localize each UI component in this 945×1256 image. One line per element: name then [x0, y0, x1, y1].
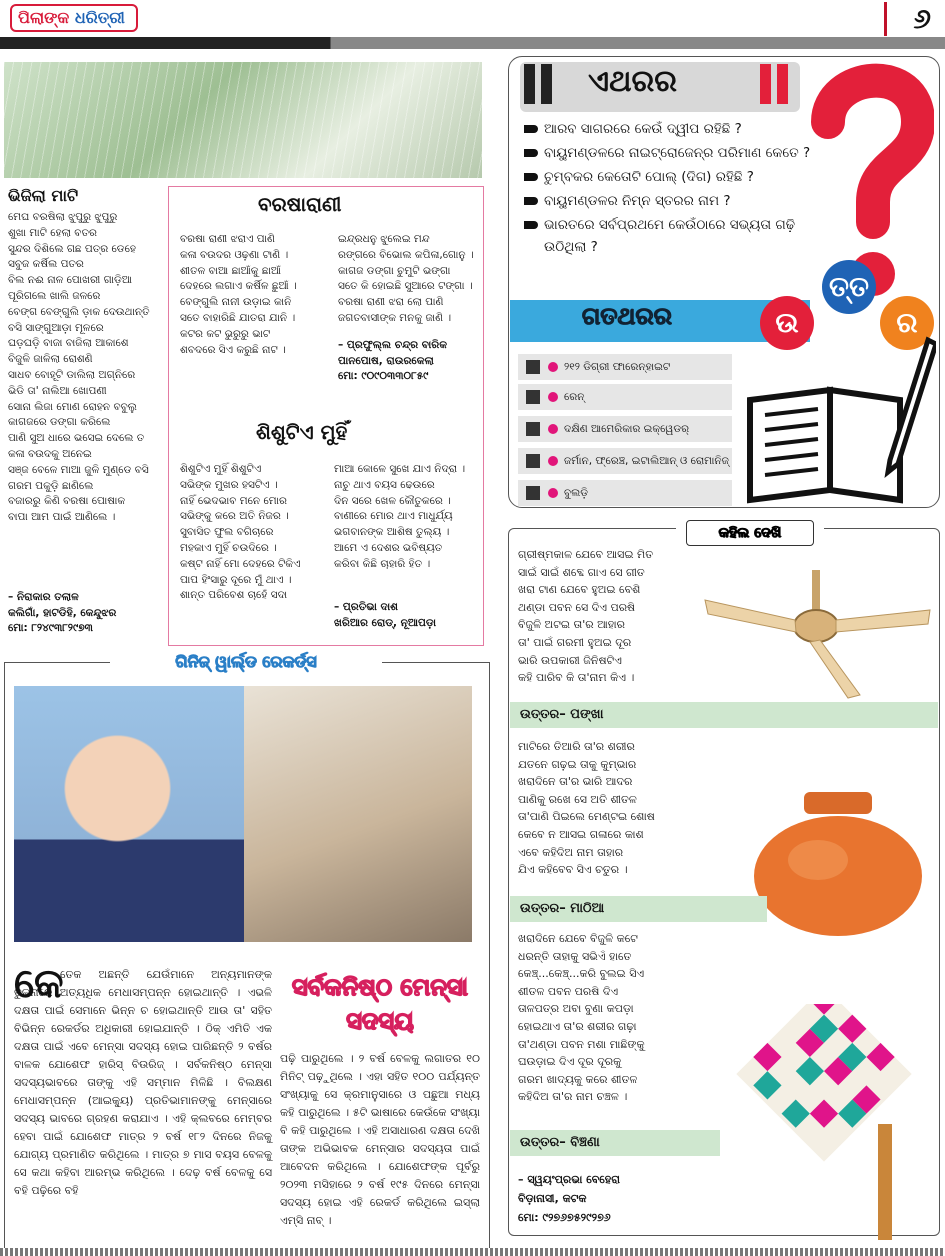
page-number: ୬ [913, 2, 931, 35]
brand-part-a: ପିଲାଙ୍କ [18, 8, 70, 27]
rain-leaves-photo [4, 62, 482, 178]
poem-title-shishutie: ଶିଶୁଟିଏ ମୁହିଁ [256, 420, 348, 444]
answer-text: ରେନ୍ [564, 391, 585, 403]
quiz-question: ଆରବ ସାଗରରେ କେଉଁ ଦ୍ୱୀପ ରହିଛି ? [522, 118, 822, 140]
uttar-circle-2: ତ୍ତ [822, 260, 876, 314]
answer-text: ଦକ୍ଷିଣ ଆମେରିକାର ଇକ୍ୱେଡର୍ [564, 423, 690, 435]
riddle-answer-2: ଉତ୍ତର– ମାଠିଆ [510, 896, 938, 922]
answer-row [518, 448, 732, 474]
riddle-3: ଖରାଦିନେ ଯେବେ ବିଜୁଳି କଟେ ଧରନ୍ତି ତାହାକୁ ସଭିଏଁ ହାତେ କେଞ୍ଚ୍...କେଞ୍ଚ୍...କରି ବୁଲଇ ସିଏ ଶୀତଳ ପବନ ପରଷି ଦିଏ ତାଳପତ୍ର ଅବା ବୁଣା କପଡ଼ା ହୋଇଥାଏ ତା'ର ଶରୀର ଗଢ଼ା ତା'ଥଣ୍ଡା ପବନ ମଶା ମାଛିଙ୍କୁ ଘଉଡ଼ାଇ ଦିଏ ଦୂର ଦୂରକୁ ଗରମ ଖାଦ୍ୟକୁ କରେ ଶୀତଳ କହିଦିଅ ତା'ର ନାମ ଚଞ୍ଚଳ । [518, 932, 645, 1104]
poem-shishu-col1: ଶିଶୁଟିଏ ମୁହିଁ ଶିଶୁଟିଏ ସଭିଙ୍କ ମୁଖର ହସଟିଏ । ନାହିଁ ଭେଦଭାବ ମନେ ମୋର ସଭିଙ୍କୁ କରେ ଅତି ନିଜର । ସୁବାସିତ ଫୁଲ ବଗିଚାରେ ମହକାଏ ମୁହିଁ ଚଉଦିରେ । କଷ୍ଟ ନାହିଁ ମୋ ଦେହରେ ଟିକିଏ ପାପ ହିଂସାରୁ ଦୂରେ ମୁଁ ଥାଏ । ଶାନ୍ତ ପରିବେଶ ଚାହେଁ ସଦା [180, 463, 301, 602]
answer-text: ୨୧୨ ଡିଗ୍ରୀ ଫାରେନ୍ହାଇଟ [564, 361, 671, 373]
article-title: ସର୍ବକନିଷ୍ଠ ମେନ୍‌ସା ସଦସ୍ୟ [292, 973, 468, 1035]
quiz-question: ଚୁମ୍ବକର କେତୋଟି ପୋଲ୍ (ଦିଗ) ରହିଛି ? [522, 166, 822, 188]
riddles-credit: – ସ୍ୱୟଂପ୍ରଭା ବେହେରା ବିଡ଼ାନାସୀ, କଟକ ମୋ: ୯୨୭୬୭୫୨୯୨୭୬ [518, 1173, 620, 1224]
previous-answers-title: ଗତଥରର [582, 302, 672, 330]
poem-title-barasharani: ବରଷାରାଣୀ [258, 192, 342, 216]
poem-shishu-col2: ମାଆ କୋଳେ ସୁଖେ ଯାଏ ନିଦ୍ରା । ନାଚୁ ଥାଏ ବୟସ ଢେଉରେ ଦିନ ସରେ ଖେଳ କୌତୁକରେ । ବାଣୀରେ ମୋର ଥାଏ ମାଧୁର୍ଯ୍ୟ ଭଗବାନଙ୍କ ଆଶିଷ ତୁଲ୍ୟ । ଆମେ ଏ ଦେଶର ଭବିଷ୍ୟତ କରିବା କିଛି ଚାହାରି ହିତ । [334, 463, 466, 570]
footer-rule [0, 1248, 945, 1256]
poem-barasha-credit: – ପ୍ରଫୁଲ୍ଲ ଚନ୍ଦ୍ର ବାରିକ ପାନପୋଷ, ରାଉରକେଲା ମୋ: ୯୦୯୦୩୩୦୮୫୯ [338, 339, 447, 382]
riddle-answer-1: ଉତ୍ତର– ପଙ୍ଖା [510, 702, 938, 728]
riddles-tag-label: କହିଲ ଦେଖି [686, 520, 814, 546]
quiz-bars-right [760, 64, 802, 104]
poem-title-bhijila: ଭିଜିଲା ମାଟି [8, 186, 79, 205]
poem-barasha-col1: ବରଷା ରାଣୀ ଝରାଏ ପାଣି କଳା ବଉଦର ଓଢ଼ଣା ଟାଣି । ଶୀତଳ ବାଆ ଛାଆଁକୁ ଛାଆଁ ଦେହରେ ଲଗାଏ କର୍ଷିଳ ଛୁଆଁ । ବେଙ୍ଗୁଲି ନାନୀ ଉଡ଼ାଇ କାନି ସତେ ବାହାରିଛି ଯାତରା ଯାନି । କଟର କଟ ଭୁରୁରୁ ଭାଟ ଶବଦରେ ସିଏ କରୁଛି ନାଟ । [180, 233, 297, 356]
poem-body-bhijila: ମେଘ ବରଷିଲା ଝୁପୁରୁ ଝୁପୁରୁ ଶୁଖା ମାଟି ହେଲା ବତର ସୁନ୍ଦର ଦିଶିଲେ ଗଛ ପତ୍ର ଡେହେ ସବୁଜ କର୍ଷିଲ ପତର ବିଲ ନଈ ନାଳ ପୋଖରୀ ଗାଡ଼ିଆ ପୂରିଗଲେ ଖାଲି ଜଳରେ ବେଙ୍ଗ ବେଙ୍ଗୁଲି ଡ଼ାକ ଦେଉଥାନ୍ତି ବସି ସାଙ୍ଗୁଆଡ଼ା ମୂଳରେ ଘଡ଼ଘଡ଼ି ବାଜା ବାଜିଲା ଆକାଶେ ବିଜୁଳି ଜାଳିଲା ରୋଶଣି ସାଧବ ବୋହୂଟି ଡାଲିଲା ଅଗ୍ନିରେ ଭିଡି ତା' ନାଲିଆ ଖୋପଣୀ ସୋନା ଲିଜା ମୋଣ ରୋହନ ବବୁଲୁ କାଗଜରେ ଡଙ୍ଗା କରିଲେ ପାଣି ସୁଅ ଧାରେ ଭସେଇ ଦେଲେ ତ କଳା ବଉଦକୁ ଅନେଇ ସଞ୍ଜ ବେଳେ ମାଆ ଜୁଳି ମୁଣ୍ଡେ ବସି ଗରମ ପକୁଡ଼ି ଛାଣିଲେ ବଜାରରୁ କିଣି ବରଷା ପୋଷାକ ବାପା ଆମ ପାଇଁ ଆଣିଲେ । [8, 211, 150, 524]
header-bar [0, 37, 945, 49]
quiz-question: ବାୟୁମଣ୍ଡଳର ନିମ୍ନ ସ୍ତରର ନାମ ? [522, 190, 822, 212]
riddles-tag [676, 518, 824, 548]
quiz-title: ଏଥରର [588, 64, 678, 99]
hand-fan-icon [718, 1004, 930, 1240]
riddle-1: ଗ୍ରୀଷ୍ମକାଳ ଯେବେ ଆସଇ ମିତ ସାଇଁ ସାଇଁ ଶବ୍ଦେ ଗାଏ ସେ ଗୀତ ଖରା ଟାଣ ଯେବେ ହୁଅଇ ବେଶି ଥଣ୍ଡା ପବନ ସେ ଦିଏ ପରଷି ବିଜୁଳି ଅଟଇ ତା'ର ଆହାର ତା' ପାଇଁ ଗରମୀ ହୁଅଇ ଦୂର ଭାରି ଉପକାରୀ ଜିନିଷଟିଏ କହି ପାରିବ କି ତା'ନାମ କିଏ । [518, 548, 654, 685]
poem-barasha-col2: ଇନ୍ଦ୍ରଧନୁ ଝୁଲେଇ ମନ୍ଦ ରଙ୍ଗରେ ବିଭୋଲ କପିଳା,ଗୋନୁ । କାଗଜ ଡଙ୍ଗା ଚୁମୁଟି ଭଙ୍ଗା ସତେ କି ହୋଇଛି ସୁଆରେ ଟଙ୍ଗା । ବରଷା ରାଣୀ ଝରା ଲୋ ପାଣି ଜଗତବାସୀଙ୍କ ମନକୁ ଜାଣି । [338, 233, 474, 324]
article-col2: ପଢ଼ି ପାରୁଥିଲେ । ୨ ବର୍ଷ ବେଳକୁ ଲଗାତର ୧୦ ମିନିଟ୍ ପଢ଼ୁଥିଲେ । ଏହା ସହିତ ୧୦୦ ପର୍ଯ୍ୟନ୍ତ ସଂଖ୍ୟାକୁ ସେ କ୍ରମାନୁସାରେ ଓ ପଛୁଆ ମଧ୍ୟ କହି ପାରୁଥିଲେ । ୫ଟି ଭାଷାରେ କେଉଁକେ ସଂଖ୍ୟା ବି କହି ପାରୁଥିଲେ । ଏହି ଅସାଧାରଣ ଦକ୍ଷତା ଦେଖି ତାଙ୍କ ଅଭିଭାବକ ମେନ୍‌ସାର ସଦସ୍ୟତା ପାଇଁ ଆବେଦନ କରିଥିଲେ । ଯୋଶେଫଙ୍କ ପୂର୍ବରୁ ୨୦୨୩ ମସିହାରେ ୨ ବର୍ଷ ୧୯୫ ଦିନରେ ମେନ୍‌ସା ସଦସ୍ୟ ହୋଇ ଏହି ରେକର୍ଡ କରିଥିଲେ ଇସ୍‌ଲା ଏମ୍‌ସି ନାବ୍ । [280, 1052, 480, 1227]
ceiling-fan-icon [700, 570, 936, 700]
answer-row [518, 384, 732, 410]
answer-row [518, 480, 732, 506]
riddle-answer-3: ଉତ୍ତର– ବିଞ୍ଚଣା [510, 1130, 720, 1156]
poem-credit-bhijila: – ନିରାକାର ତଲାଳ କଲିଗାଁ, ହାଟଡିହି, କେନ୍ଦୁଝର ମୋ: ୮୨୪୯୩୮୨୯୭୩ [8, 591, 117, 634]
article-col1: ତେକ ଅଛନ୍ତି ଯେଉଁମାନେ ଅନ୍ୟମାନଙ୍କ ତୁଳନାରେ ଅତ୍ୟଧିକ ମେଧାସମ୍ପନ୍ନ ହୋଇଥାନ୍ତି । ଏଭଳି ଦକ୍ଷତା ପାଇଁ ସେମାନେ ଭିନ୍ନ ଚ ହୋଇଥାନ୍ତି ଆଉ ତା' ସହିତ ବିଭିନ୍ନ ରେକର୍ଡର ଅଧିକାରୀ ହୋଇଯାନ୍ତି । ଠିକ୍ ଏମିତି ଏକ ଦକ୍ଷତା ପାଇଁ ଏବେ ମେନ୍‌ସା ସଦସ୍ୟ ହୋଇ ପାରିଛନ୍ତି ୨ ବର୍ଷର ବାଳକ ଯୋଶେଫ ହାରିସ୍ ବିଉରିଜ୍ । ସର୍ବକନିଷ୍ଠ ମେନ୍‌ସା ସଦସ୍ୟଭାବରେ ତାଙ୍କୁ ଏହି ସମ୍ମାନ ମିଳିଛି । ବିଲକ୍ଷଣ ମେଧାସମ୍ପନ୍ନ (ଆଇକ୍ୟୁ) ପ୍ରତିଭାମାନଙ୍କୁ ମେନ୍‌ସାରେ ସଦସ୍ୟ ଭାବରେ ଗ୍ରହଣ କରାଯାଏ । ଏହି କ୍ଲବରେ ମେମ୍ବର ହେବା ପାଇଁ ଯୋଶେଫ ମାତ୍ର ୨ ବର୍ଷ ୧୮୨ ଦିନରେ ନିଜକୁ ଯୋଗ୍ୟ ପ୍ରମାଣିତ କରିଥିଲେ । ମାତ୍ର ୭ ମାସ ବୟସ ବେଳକୁ ସେ କଥା କହିବା ଆରମ୍ଭ କରିଥିଲେ । ଦେଢ଼ ବର୍ଷ ବେଳକୁ ସେ ବହି ପଢ଼ିରେ ବହି [14, 968, 272, 1197]
boy-smiling-photo [14, 686, 244, 942]
header-divider [884, 2, 887, 36]
answer-row [518, 354, 732, 380]
boy-playing-letters-photo [244, 686, 472, 942]
question-mark-icon [808, 52, 934, 302]
quiz-question: ଭାରତରେ ସର୍ବପ୍ରଥମେ କେଉଁଠାରେ ସଭ୍ୟତା ଗଢ଼ି ଉଠିଥିଲା ? [522, 214, 822, 258]
answer-text: ଜର୍ମାନ, ଫ୍ରେଞ୍ଚ, ଇଟାଲିଆନ୍ ଓ ରୋମାନିଜ୍ [564, 455, 729, 467]
riddle-2: ମାଟିରେ ତିଆରି ତା'ର ଶରୀର ଯତନେ ଗଢ଼ଇ ତାକୁ କୁମ୍ଭାର ଖରାଦିନେ ତା'ର ଭାରି ଆଦର ପାଣିକୁ ରଖେ ସେ ଅତି ଶୀତଳ ତା'ପାଣି ପିଇଲେ ମେଣ୍ଟଇ ଶୋଷ କେବେ ନ ଆସଇ ଗଳାରେ କାଶ ଏବେ କହିଦିଅ ନାମ ତାହାର ଯିଏ କହିବେବ ସିଏ ଚତୁର । [518, 740, 655, 877]
quiz-bars-left [524, 64, 566, 104]
quiz-question: ବାୟୁମଣ୍ଡଳରେ ନାଇଟ୍ରୋଜେନ୍‌ର ପରିମାଣ କେତେ ? [522, 142, 822, 164]
brand-part-b: ଧରିତ୍ରୀ [74, 8, 125, 27]
quiz-questions [522, 118, 822, 260]
poem-shishu-credit: – ପ୍ରତିଭା ଦାଶ ଖରିଆର ରୋଡ୍, ନୂଆପଡ଼ା [334, 601, 437, 629]
dropcap: କେ [14, 961, 64, 1007]
answer-row [518, 416, 732, 442]
answer-text: ବୁଲଡ଼ି [564, 487, 589, 499]
book-pencil-icon [740, 320, 936, 510]
uttar-circle-3: ର [880, 296, 934, 350]
guinness-tag: ଗିନିଜ୍ ୱାର୍ଲ୍ଡ ରେକର୍ଡ୍ସ [110, 652, 382, 678]
masthead-logo [10, 4, 138, 32]
uttar-circle-1: ଉ [760, 296, 814, 350]
